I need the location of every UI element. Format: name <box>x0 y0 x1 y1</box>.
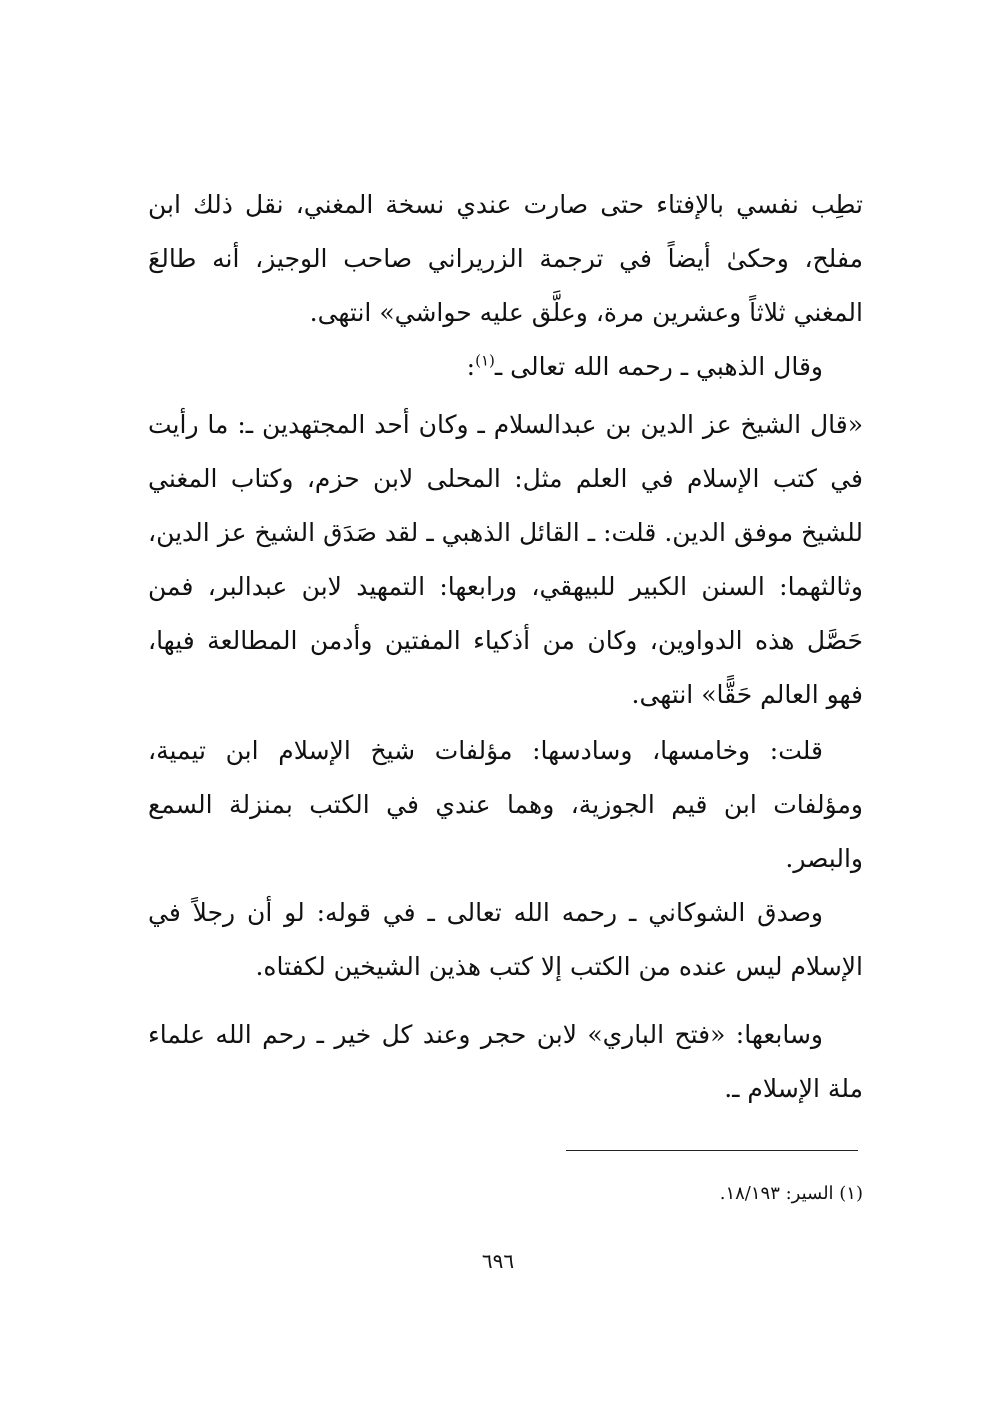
paragraph-ibn-qudama-mughni: تطِب نفسي بالإفتاء حتى صارت عندي نسخة المغني، نقل ذلك ابن مفلح، وحكىٰ أيضاً في ترجمة الزريراني صاحب الوجيز، أنه طالعَ المغني ثلاثاً وعشرين مرة، وعلَّق عليه حواشي» انتهى. <box>148 190 863 327</box>
paragraph-shawkani: وصدق الشوكاني ـ رحمه الله تعالى ـ في قوله: لو أن رجلاً في الإسلام ليس عنده من الكتب إلا كتب هذين الشيخين لكفتاه. <box>148 898 863 981</box>
footnote-reference: (١) <box>475 351 495 370</box>
footnote: (١) السير: ١٨/١٩٣. <box>719 1183 863 1204</box>
page-number: ٦٩٦ <box>481 1249 515 1273</box>
dhahabi-intro-colon: : <box>466 352 476 381</box>
dhahabi-intro-text: وقال الذهبي ـ رحمه الله تعالى ـ <box>494 352 823 381</box>
paragraph-dhahabi-intro <box>148 340 863 394</box>
paragraph-seventh: وسابعها: «فتح الباري» لابن حجر وعند كل خير ـ رحم الله علماء ملة الإسلام ـ. <box>148 1020 863 1103</box>
paragraph-izz-quote: «قال الشيخ عز الدين بن عبدالسلام ـ وكان أحد المجتهدين ـ: ما رأيت في كتب الإسلام في العلم مثل: المحلى لابن حزم، وكتاب المغني للشيخ موفق الدين. قلت: ـ القائل الذهبي ـ لقد صَدَق الشيخ عز الدين، وثالثهما: السنن الكبير للبيهقي، ورابعها: التمهيد لابن عبدالبر، فمن حَصَّل هذه الدواوين، وكان من أذكياء المفتين وأدمن المطالعة فيها، فهو العالم حَقًّا» انتهى. <box>148 410 863 709</box>
paragraph-fifth-sixth: قلت: وخامسها، وسادسها: مؤلفات شيخ الإسلام ابن تيمية، ومؤلفات ابن قيم الجوزية، وهما عندي في الكتب بمنزلة السمع والبصر. <box>148 736 863 873</box>
footnote-divider <box>566 1150 858 1151</box>
